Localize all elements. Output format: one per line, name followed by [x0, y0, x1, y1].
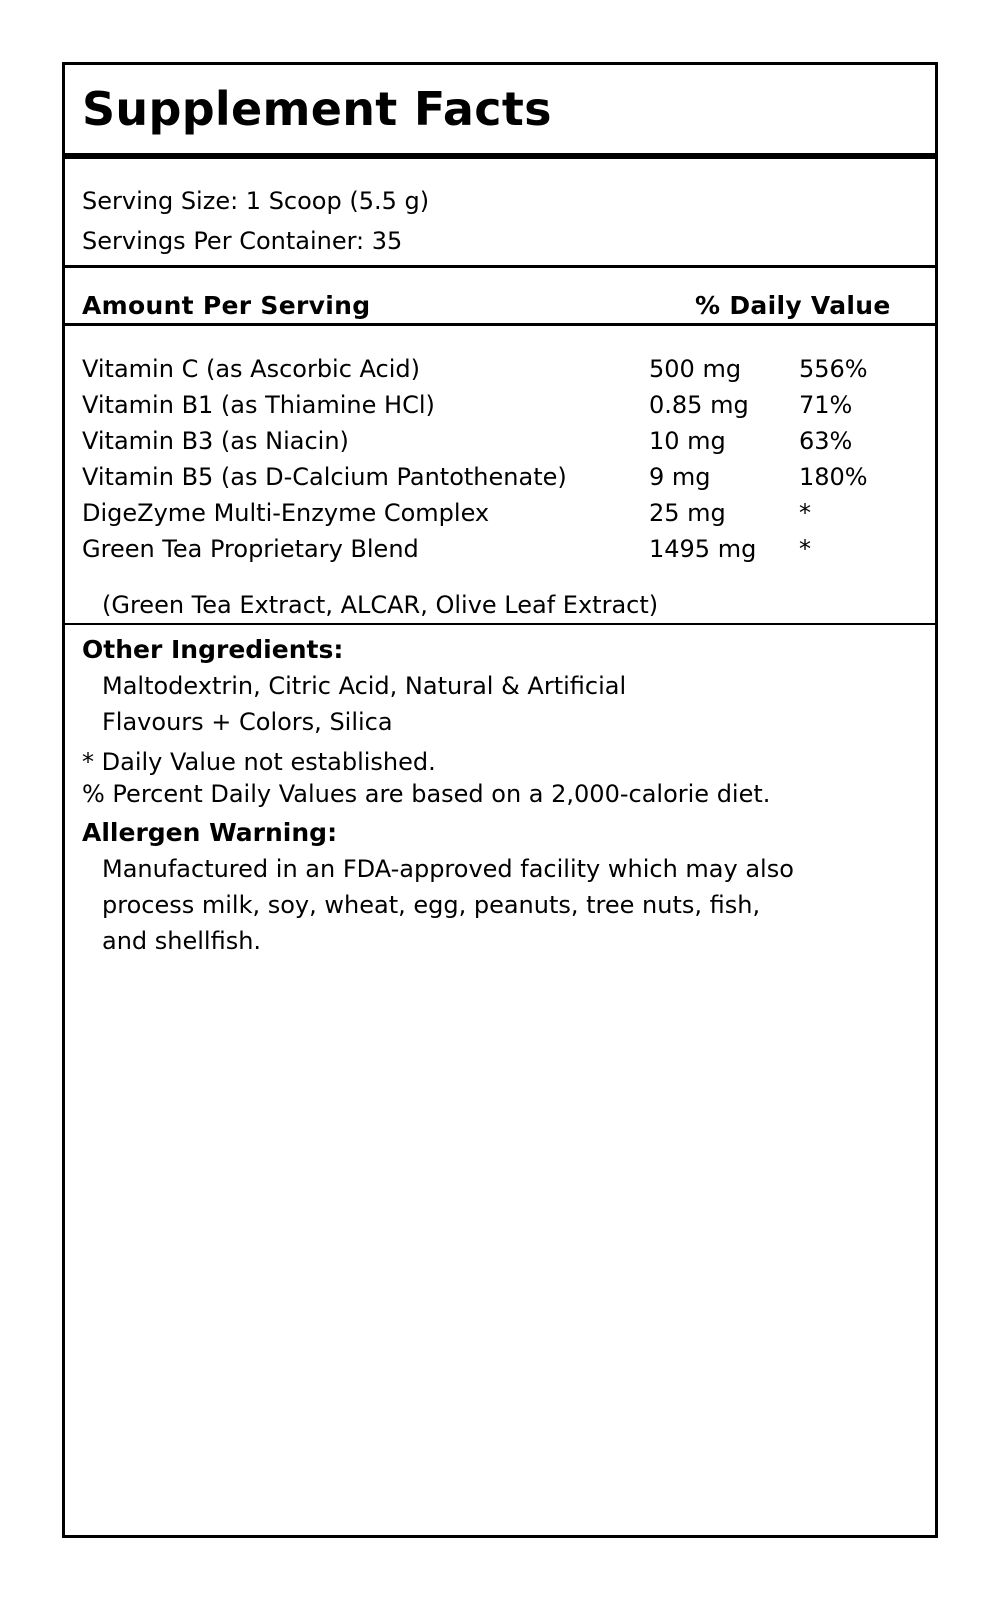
other-ingredients-line: Maltodextrin, Citric Acid, Natural & Artificial: [102, 672, 627, 700]
nutrient-amount: 0.85 mg: [649, 391, 749, 419]
amount-per-serving-header: Amount Per Serving: [82, 291, 371, 320]
allergen-line: and shellfish.: [102, 927, 262, 955]
other-ingredients-line: Flavours + Colors, Silica: [102, 708, 393, 736]
divider-header: [65, 323, 935, 326]
servings-per-container: Servings Per Container: 35: [82, 227, 403, 255]
nutrient-name: DigeZyme Multi-Enzyme Complex: [82, 499, 490, 527]
allergen-warning-heading: Allergen Warning:: [82, 818, 338, 847]
blend-components: (Green Tea Extract, ALCAR, Olive Leaf Extract): [102, 591, 659, 619]
nutrient-amount: 10 mg: [649, 427, 726, 455]
title-section: [65, 65, 935, 159]
nutrient-row: [82, 423, 922, 459]
nutrient-amount: 25 mg: [649, 499, 726, 527]
nutrient-row: [82, 531, 922, 567]
panel-title: Supplement Facts: [82, 82, 552, 136]
serving-size: Serving Size: 1 Scoop (5.5 g): [82, 187, 430, 215]
nutrient-daily-value: 63%: [799, 427, 853, 455]
nutrient-daily-value: 556%: [799, 355, 868, 383]
nutrient-name: Vitamin B1 (as Thiamine HCl): [82, 391, 435, 419]
nutrient-list: [82, 351, 922, 567]
nutrient-name: Green Tea Proprietary Blend: [82, 535, 419, 563]
nutrient-daily-value: 71%: [799, 391, 853, 419]
divider-serving: [65, 265, 935, 268]
daily-value-header: % Daily Value: [695, 291, 891, 320]
nutrient-name: Vitamin C (as Ascorbic Acid): [82, 355, 421, 383]
footnote-not-established: * Daily Value not established.: [82, 748, 436, 776]
nutrient-name: Vitamin B3 (as Niacin): [82, 427, 349, 455]
serving-info: [82, 181, 429, 261]
nutrient-daily-value: *: [799, 535, 811, 563]
nutrient-amount: 1495 mg: [649, 535, 757, 563]
other-ingredients-heading: Other Ingredients:: [82, 635, 344, 664]
allergen-warning-text: [102, 851, 794, 959]
nutrient-amount: 500 mg: [649, 355, 742, 383]
footnotes: [82, 746, 770, 810]
nutrient-name: Vitamin B5 (as D-Calcium Pantothenate): [82, 463, 567, 491]
nutrient-daily-value: 180%: [799, 463, 868, 491]
nutrient-amount: 9 mg: [649, 463, 711, 491]
footnote-calorie-basis: % Percent Daily Values are based on a 2,000-calorie diet.: [82, 780, 771, 808]
nutrient-row: [82, 351, 922, 387]
nutrient-daily-value: *: [799, 499, 811, 527]
nutrient-row: [82, 459, 922, 495]
allergen-line: process milk, soy, wheat, egg, peanuts, tree nuts, fish,: [102, 891, 761, 919]
nutrient-row: [82, 387, 922, 423]
nutrient-row: [82, 495, 922, 531]
supplement-facts-panel: [62, 62, 938, 1538]
other-ingredients-text: [102, 668, 626, 740]
allergen-line: Manufactured in an FDA-approved facility which may also: [102, 855, 794, 883]
divider-nutrients: [65, 623, 935, 625]
